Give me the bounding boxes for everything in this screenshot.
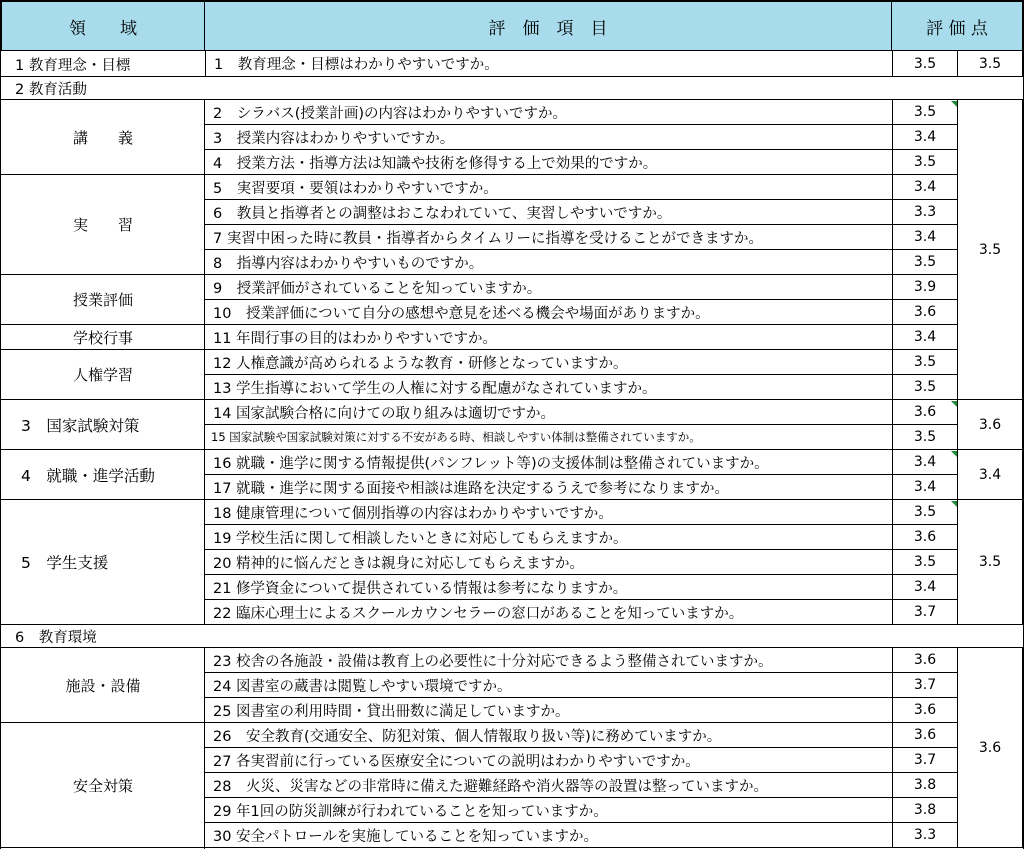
table-row: 22 臨床心理士によるスクールカウンセラーの窓口があることを知っていますか。 — [205, 600, 893, 625]
grid-line — [0, 99, 1024, 100]
sub-area-label: 学校行事 — [1, 325, 205, 350]
header-score: 評 価 点 — [891, 1, 1023, 51]
sub-area-label: 施設・設備 — [1, 648, 205, 723]
table-row: 30 安全パトロールを実施していることを知っていますか。 — [205, 823, 893, 848]
sub-area-label: 授業評価 — [1, 275, 205, 325]
sub-area-label: 安全対策 — [1, 723, 205, 848]
table-row: 11 年間行事の目的はわかりやすいですか。 — [205, 325, 893, 350]
sub-area-label: 実 習 — [1, 175, 205, 275]
table-row: 28 火災、災害などの非常時に備えた避難経路や消火器等の設置は整っていますか。 — [205, 773, 893, 798]
table-row: 5 実習要項・要領はわかりやすいですか。 — [205, 175, 893, 200]
score-cell: 3.3 — [892, 823, 958, 848]
score-cell: 3.4 — [892, 125, 958, 150]
score-cell: 3.7 — [892, 673, 958, 698]
table-row: 19 学校生活に関して相談したいときに対応してもらえますか。 — [205, 525, 893, 550]
score-cell: 3.4 — [892, 450, 958, 475]
score-cell: 3.5 — [892, 500, 958, 525]
score-cell: 3.4 — [892, 175, 958, 200]
score-cell: 3.5 — [892, 150, 958, 175]
table-row: 7 実習中困った時に教員・指導者からタイムリーに指導を受けることができますか。 — [205, 225, 893, 250]
comment-marker — [951, 451, 957, 457]
table-row: 14 国家試験合格に向けての取り組みは適切ですか。 — [205, 400, 893, 425]
score-cell: 3.5 — [892, 350, 958, 375]
sub-area-label: 人権学習 — [1, 350, 205, 400]
section-title: 1 教育理念・目標 — [15, 57, 131, 74]
table-row: 1 教育理念・目標はわかりやすいですか。 — [205, 51, 893, 77]
score-cell: 3.9 — [892, 275, 958, 300]
table-row: 12 人権意識が高められるような教育・研修となっていますか。 — [205, 350, 893, 375]
score-cell: 3.6 — [892, 400, 958, 425]
comment-marker — [951, 501, 957, 507]
table-row: 9 授業評価がされていることを知っていますか。 — [205, 275, 893, 300]
score-cell: 3.4 — [892, 225, 958, 250]
sub-area-label: 講 義 — [1, 100, 205, 175]
score-cell: 3.4 — [892, 475, 958, 500]
score-cell: 3.6 — [892, 723, 958, 748]
score-cell: 3.6 — [892, 648, 958, 673]
section-title: 4 就職・進学活動 — [1, 450, 205, 500]
section-title: 2 教育活動 — [15, 82, 87, 98]
table-row: 27 各実習前に行っている医療安全についての説明はわかりやすいですか。 — [205, 748, 893, 773]
grid-line — [0, 76, 1024, 77]
comment-marker — [951, 401, 957, 407]
grid-line — [204, 100, 205, 625]
score-cell: 3.4 — [892, 325, 958, 350]
score-cell: 3.5 — [892, 51, 958, 77]
score-cell: 3.5 — [892, 425, 958, 450]
score-cell: 3.6 — [892, 698, 958, 723]
score-cell: 3.5 — [892, 100, 958, 125]
table-row: 8 指導内容はわかりやすいものですか。 — [205, 250, 893, 275]
section-title: 3 国家試験対策 — [1, 400, 205, 450]
average-cell: 3.4 — [957, 450, 1023, 500]
score-cell: 3.4 — [892, 575, 958, 600]
score-cell: 3.5 — [892, 250, 958, 275]
grid-line — [0, 647, 1024, 648]
score-cell: 3.7 — [892, 748, 958, 773]
header-items: 評 価 項 目 — [204, 1, 892, 51]
table-row: 16 就職・進学に関する情報提供(パンフレット等)の支援体制は整備されていますか。 — [205, 450, 893, 475]
score-cell: 3.8 — [892, 773, 958, 798]
score-cell: 3.8 — [892, 798, 958, 823]
score-cell: 3.7 — [892, 600, 958, 625]
grid-line — [0, 624, 1024, 625]
table-row: 6 教員と指導者との調整はおこなわれていて、実習しやすいですか。 — [205, 200, 893, 225]
score-cell: 3.6 — [892, 300, 958, 325]
table-row: 24 図書室の蔵書は閲覧しやすい環境ですか。 — [205, 673, 893, 698]
score-cell: 3.6 — [892, 525, 958, 550]
table-row: 26 安全教育(交通安全、防犯対策、個人情報取り扱い等)に務めていますか。 — [205, 723, 893, 748]
average-cell: 3.6 — [957, 400, 1023, 450]
grid-line — [0, 0, 1, 849]
table-row: 21 修学資金について提供されている情報は参考になりますか。 — [205, 575, 893, 600]
average-cell: 3.5 — [957, 100, 1023, 400]
average-cell: 3.5 — [957, 51, 1023, 77]
table-row: 4 授業方法・指導方法は知識や技術を修得する上で効果的ですか。 — [205, 150, 893, 175]
average-cell: 3.5 — [957, 500, 1023, 625]
section-title: 6 教育環境 — [15, 630, 97, 646]
grid-line — [204, 648, 205, 849]
table-row: 23 校舎の各施設・設備は教育上の必要性に十分対応できるよう整備されていますか。 — [205, 648, 893, 673]
average-cell: 3.6 — [957, 648, 1023, 848]
grid-line — [0, 0, 1024, 1]
score-cell: 3.5 — [892, 550, 958, 575]
header-domain: 領 域 — [1, 1, 205, 51]
table-row: 13 学生指導において学生の人権に対する配慮がなされていますか。 — [205, 375, 893, 400]
table-row: 15 国家試験や国家試験対策に対する不安がある時、相談しやすい体制は整備されていますか。 — [205, 425, 893, 450]
score-cell: 3.5 — [892, 375, 958, 400]
section-title: 5 学生支援 — [1, 500, 205, 625]
comment-marker — [951, 101, 957, 107]
table-row: 10 授業評価について自分の感想や意見を述べる機会や場面がありますか。 — [205, 300, 893, 325]
table-row: 20 精神的に悩んだときは親身に対応してもらえますか。 — [205, 550, 893, 575]
table-row: 2 シラバス(授業計画)の内容はわかりやすいですか。 — [205, 100, 893, 125]
table-row: 29 年1回の防災訓練が行われていることを知っていますか。 — [205, 798, 893, 823]
table-row: 3 授業内容はわかりやすいですか。 — [205, 125, 893, 150]
table-row: 25 図書室の利用時間・貸出冊数に満足していますか。 — [205, 698, 893, 723]
score-cell: 3.3 — [892, 200, 958, 225]
table-row: 17 就職・進学に関する面接や相談は進路を決定するうえで参考になりますか。 — [205, 475, 893, 500]
table-row: 18 健康管理について個別指導の内容はわかりやすいですか。 — [205, 500, 893, 525]
